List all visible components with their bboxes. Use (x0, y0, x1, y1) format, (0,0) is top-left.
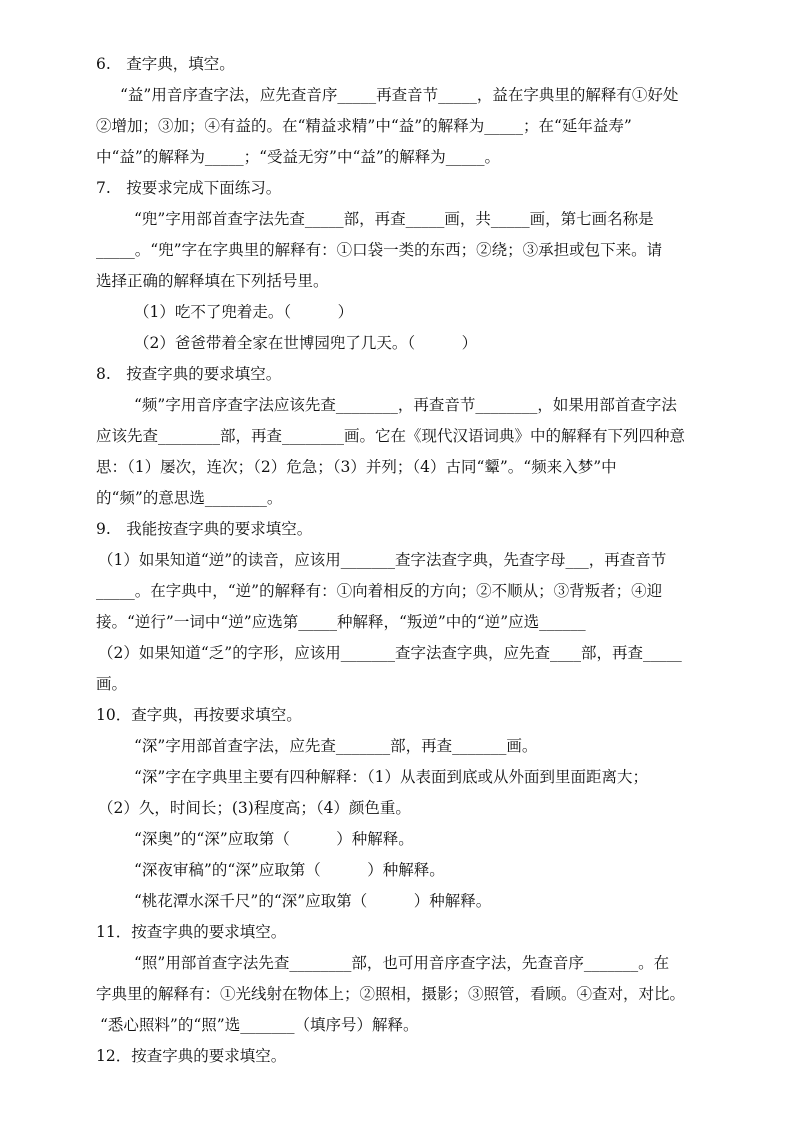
q6-text-line-2: ②增加；③加；④有益的。在“精益求精”中“益”的解释为_____；在“延年益寿” (96, 117, 632, 135)
q7-sub-1: （1）吃不了兜着走。（ ） (134, 303, 354, 321)
q8-heading: 8. 按查字典的要求填空。 (96, 365, 282, 383)
q12-heading: 12．按查字典的要求填空。 (96, 1047, 287, 1065)
q7-text-line-1: “兜”字用部首查字法先查_____部，再查_____画，共_____画，第七画名称是 (134, 210, 654, 228)
q10-sub-3: “桃花潭水深千尺”的“深”应取第（ ）种解释。 (134, 892, 492, 910)
q8-text-line-2: 应该先查________部，再查________画。它在《现代汉语词典》中的解释有下列四种意 (96, 427, 686, 445)
q10-heading: 10．查字典，再按要求填空。 (96, 706, 302, 724)
q6-text-line-3: 中“益”的解释为_____；“受益无穷”中“益”的解释为_____。 (96, 148, 501, 166)
q8-text-line-3: 思：（1）屡次，连次；（2）危急；（3）并列；（4）古同“颦”。“频来入梦”中 (96, 458, 617, 476)
q7-text-line-3: 选择正确的解释填在下列括号里。 (96, 272, 329, 290)
q9-heading: 9. 我能按查字典的要求填空。 (96, 520, 313, 538)
q9-part2-line-1: （2）如果知道“乏”的字形，应该用_______查字法查字典，应先查____部，再查_____ (98, 644, 682, 662)
q8-text-line-4: 的“频”的意思选________。 (96, 489, 283, 507)
q11-text-line-3: “悉心照料”的“照”选_______（填序号）解释。 (100, 1016, 419, 1034)
q9-part1-line-1: （1）如果知道“逆”的读音，应该用_______查字法查字典，先查字母___，再查音节 (98, 551, 667, 569)
q9-part2-line-2: 画。 (96, 675, 128, 693)
q6-heading: 6. 查字典，填空。 (96, 55, 235, 73)
q10-text-line-1: “深”字用部首查字法，应先查_______部，再查_______画。 (134, 737, 538, 755)
q9-part1-line-2: _____。在字典中，“逆”的解释有：①向着相反的方向；②不顺从；③背叛者；④迎 (96, 582, 663, 600)
q11-heading: 11．按查字典的要求填空。 (96, 923, 287, 941)
q7-sub-2: （2）爸爸带着全家在世博园兜了几天。（ ） (134, 334, 478, 352)
q10-sub-1: “深奥”的“深”应取第（ ）种解释。 (134, 830, 414, 848)
q9-part1-line-3: 接。“逆行”一词中“逆”应选第_____种解释，“叛逆”中的“逆”应选______ (96, 613, 586, 631)
q11-text-line-2: 字典里的解释有：①光线射在物体上；②照相，摄影；③照管，看顾。④查对，对比。 (96, 985, 686, 1003)
q7-heading: 7. 按要求完成下面练习。 (96, 179, 282, 197)
q10-sub-2: “深夜审稿”的“深”应取第（ ）种解释。 (134, 861, 445, 879)
q6-text-line-1: “益”用音序查字法，应先查音序_____再查音节_____，益在字典里的解释有①好处 (120, 86, 679, 104)
q11-text-line-1: “照”用部首查字法先查________部，也可用音序查字法，先查音序_______。在 (134, 954, 670, 972)
q10-text-line-2: “深”字在字典里主要有四种解释：（1）从表面到底或从外面到里面距离大； (134, 768, 648, 786)
q7-text-line-2: _____。“兜”字在字典里的解释有：①口袋一类的东西；②绕；③承担或包下来。请 (96, 241, 663, 259)
q8-text-line-1: “频”字用音序查字法应该先查________，再查音节________，如果用部首查字法 (134, 396, 677, 414)
q10-text-line-3: （2）久，时间长；(3)程度高；（4）颜色重。 (98, 799, 411, 817)
